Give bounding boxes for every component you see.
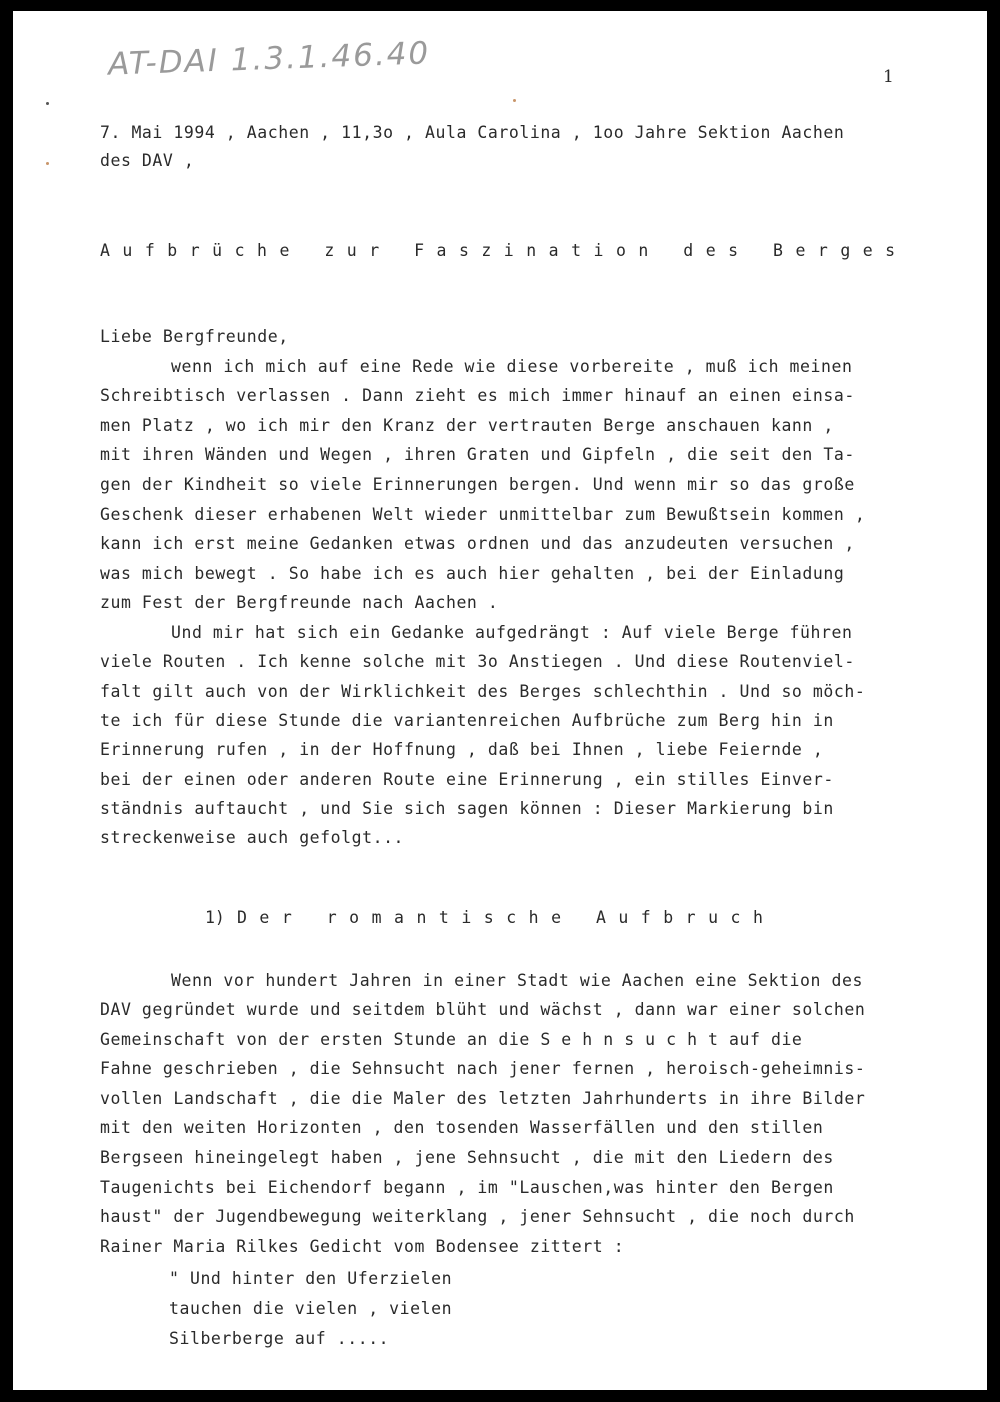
body-line: Geschenk dieser erhabenen Welt wieder unmittelbar zum Bewußtsein kommen , — [100, 505, 866, 524]
scan-speck — [46, 102, 49, 105]
body-line: Bergseen hineingelegt haben , jene Sehnsucht , die mit den Liedern des — [100, 1148, 834, 1167]
body-line: DAV gegründet wurde und seitdem blüht und wächst , dann war einer solchen — [100, 1000, 866, 1019]
body-line: haust" der Jugendbewegung weiterklang , jener Sehnsucht , die noch durch — [100, 1207, 855, 1226]
scan-speck — [46, 162, 49, 165]
body-line: mit den weiten Horizonten , den tosenden Wasserfällen und den stillen — [100, 1118, 824, 1137]
body-line: bei der einen oder anderen Route eine Erinnerung , ein stilles Einver- — [100, 770, 834, 789]
body-line: Und mir hat sich ein Gedanke aufgedrängt : Auf viele Berge führen — [171, 623, 853, 642]
section-title: Der romantische Aufbruch — [237, 908, 776, 927]
body-line: was mich bewegt . So habe ich es auch hier gehalten , bei der Einladung — [100, 564, 845, 583]
body-line: ständnis auftaucht , und Sie sich sagen können : Dieser Markierung bin — [100, 799, 834, 818]
body-line: Erinnerung rufen , in der Hoffnung , daß bei Ihnen , liebe Feiernde , — [100, 740, 824, 759]
body-line: zum Fest der Bergfreunde nach Aachen . — [100, 593, 499, 612]
body-line: te ich für diese Stunde die variantenreichen Aufbrüche zum Berg hin in — [100, 711, 834, 730]
body-line: Rainer Maria Rilkes Gedicht vom Bodensee zittert : — [100, 1237, 625, 1256]
body-line: viele Routen . Ich kenne solche mit 3o Anstiegen . Und diese Routenviel- — [100, 652, 855, 671]
poem-line: " Und hinter den Uferzielen — [169, 1269, 453, 1288]
body-line: Schreibtisch verlassen . Dann zieht es mich immer hinauf an einen einsa- — [100, 386, 855, 405]
body-line: Fahne geschrieben , die Sehnsucht nach jener fernen , heroisch-geheimnis- — [100, 1059, 866, 1078]
body-line: gen der Kindheit so viele Erinnerungen bergen. Und wenn mir so das große — [100, 475, 855, 494]
body-line: Gemeinschaft von der ersten Stunde an die S e h n s u c h t auf die — [100, 1030, 803, 1049]
body-line: Taugenichts bei Eichendorf begann , im "Lauschen,was hinter den Bergen — [100, 1178, 834, 1197]
page-number: 1 — [883, 67, 894, 87]
poem-line: tauchen die vielen , vielen — [169, 1299, 453, 1318]
body-line: streckenweise auch gefolgt... — [100, 828, 405, 847]
document-page — [13, 11, 987, 1390]
section-number: 1) — [205, 908, 225, 927]
body-line: kann ich erst meine Gedanken etwas ordnen und das anzudeuten versuchen , — [100, 534, 855, 553]
header-line-date-place: 7. Mai 1994 , Aachen , 11,3o , Aula Carolina , 1oo Jahre Sektion Aachen — [100, 123, 845, 142]
document-title: Aufbrüche zur Faszination des Berges — [100, 241, 908, 260]
poem-line: Silberberge auf ..... — [169, 1329, 390, 1348]
body-line: vollen Landschaft , die die Maler des letzten Jahrhunderts in ihre Bilder — [100, 1089, 866, 1108]
body-line: falt gilt auch von der Wirklichkeit des Berges schlechthin . Und so möch- — [100, 682, 866, 701]
header-line-organization: des DAV , — [100, 151, 195, 170]
scan-speck — [513, 99, 516, 102]
archive-stamp: AT-DAI 1.3.1.46.40 — [107, 35, 431, 83]
body-line: Wenn vor hundert Jahren in einer Stadt wie Aachen eine Sektion des — [171, 971, 863, 990]
body-line: mit ihren Wänden und Wegen , ihren Graten und Gipfeln , die seit den Ta- — [100, 445, 855, 464]
salutation: Liebe Bergfreunde, — [100, 327, 289, 346]
body-line: wenn ich mich auf eine Rede wie diese vorbereite , muß ich meinen — [171, 357, 853, 376]
body-line: men Platz , wo ich mir den Kranz der vertrauten Berge anschauen kann , — [100, 416, 834, 435]
